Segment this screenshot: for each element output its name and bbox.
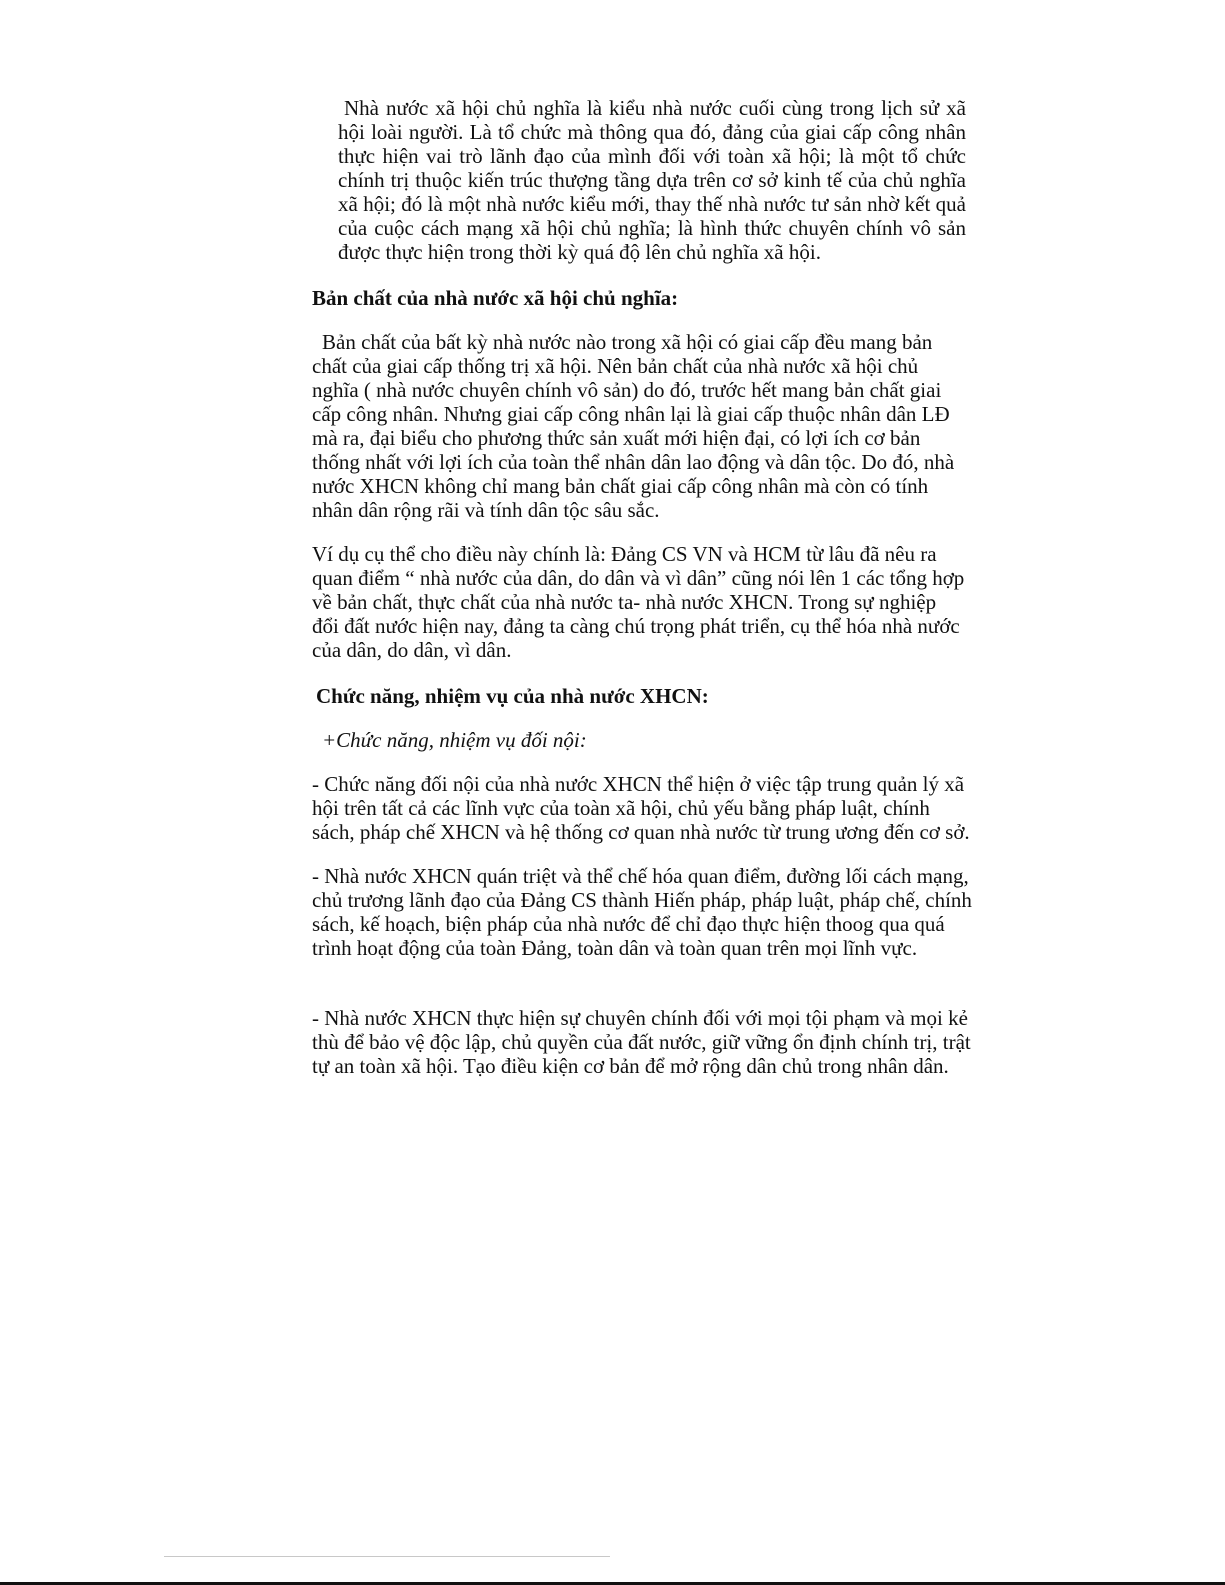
function-bullet-2: - Nhà nước XHCN quán triệt và thể chế hóa quan điểm, đường lối cách mạng, chủ trương lãnh đạo của Đảng CS thành Hiến pháp, pháp luật, pháp chế, chính sách, kế hoạch, biện pháp của nhà nước để chỉ đạo thực hiện thoog qua quá trình hoạt động của toàn Đảng, toàn dân và toàn quan trên mọi lĩnh vực.: [312, 864, 972, 960]
heading-nature: Bản chất của nhà nước xã hội chủ nghĩa:: [312, 286, 679, 310]
subheading-internal-functions: +Chức năng, nhiệm vụ đối nội:: [322, 728, 587, 752]
example-paragraph: Ví dụ cụ thể cho điều này chính là: Đảng CS VN và HCM từ lâu đã nêu ra quan điểm “ nhà nước của dân, do dân và vì dân” cũng nói lên 1 các tổng hợp về bản chất, thực chất của nhà nước ta- nhà nước XHCN. Trong sự nghiệp đổi đất nước hiện nay, đảng ta càng chú trọng phát triển, cụ thể hóa nhà nước của dân, do dân, vì dân.: [312, 542, 965, 662]
heading-functions: Chức năng, nhiệm vụ của nhà nước XHCN:: [316, 684, 709, 708]
footnote-separator: [164, 1556, 610, 1557]
nature-paragraph: Bản chất của bất kỳ nhà nước nào trong xã hội có giai cấp đều mang bản chất của giai cấp thống trị xã hội. Nên bản chất của nhà nước xã hội chủ nghĩa ( nhà nước chuyên chính vô sản) do đó, trước hết mang bản chất giai cấp công nhân. Nhưng giai cấp công nhân lại là giai cấp thuộc nhân dân LĐ mà ra, đại biểu cho phương thức sản xuất mới hiện đại, có lợi ích cơ bản thống nhất với lợi ích của toàn thể nhân dân lao động và dân tộc. Do đó, nhà nước XHCN không chỉ mang bản chất giai cấp công nhân mà còn có tính nhân dân rộng rãi và tính dân tộc sâu sắc.: [312, 330, 955, 522]
intro-paragraph: Nhà nước xã hội chủ nghĩa là kiểu nhà nước cuối cùng trong lịch sử xã hội loài người. Là tổ chức mà thông qua đó, đảng của giai cấp công nhân thực hiện vai trò lãnh đạo của mình đối với toàn xã hội; là một tổ chức chính trị thuộc kiến trúc thượng tầng dựa trên cơ sở kinh tế của chủ nghĩa xã hội; đó là một nhà nước kiểu mới, thay thế nhà nước tư sản nhờ kết quả của cuộc cách mạng xã hội chủ nghĩa; là hình thức chuyên chính vô sản được thực hiện trong thời kỳ quá độ lên chủ nghĩa xã hội.: [338, 96, 966, 264]
function-bullet-3: - Nhà nước XHCN thực hiện sự chuyên chính đối với mọi tội phạm và mọi kẻ thù để bảo vệ độc lập, chủ quyền của đất nước, giữ vững ổn định chính trị, trật tự an toàn xã hội. Tạo điều kiện cơ bản để mở rộng dân chủ trong nhân dân.: [312, 1006, 971, 1078]
function-bullet-1: - Chức năng đối nội của nhà nước XHCN thể hiện ở việc tập trung quản lý xã hội trên tất cả các lĩnh vực của toàn xã hội, chủ yếu bằng pháp luật, chính sách, pháp chế XHCN và hệ thống cơ quan nhà nước từ trung ương đến cơ sở.: [312, 772, 970, 844]
